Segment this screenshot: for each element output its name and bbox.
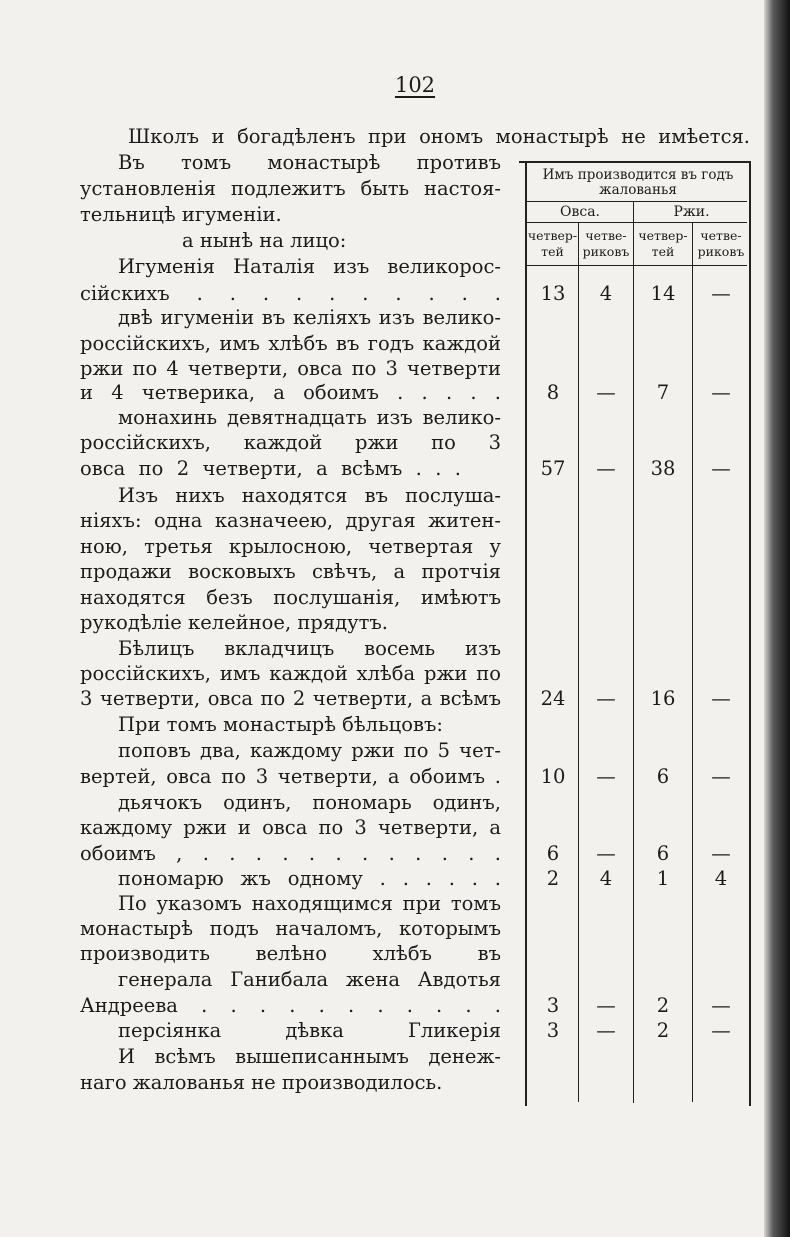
text-line: генерала Ганибала жена Авдотья [118,968,501,991]
text-line: и 4 четверика, а обоимъ . . . . . [80,381,501,404]
text-line: сійскихъ . . . . . . . . . . [80,282,501,305]
table-cell: 7 [656,381,670,404]
text-line: тельницѣ игуменіи. [80,203,282,226]
text-line: рукодѣліе келейное, прядутъ. [80,611,388,634]
table-subheader: тей [541,244,564,259]
text-line: установленія подлежитъ быть настоя- [80,177,501,200]
text-line: ніяхъ: одна казначеею, другая житен- [80,509,501,532]
table-cell: 8 [546,381,560,404]
table-subheader: четвер- [638,228,688,243]
text-line: ржи по 4 четверти, овса по 3 четверти [80,357,501,380]
text-line: поповъ два, каждому ржи по 5 чет- [118,739,501,762]
table-subheader: тей [651,244,675,259]
table-cell: — [711,1019,731,1042]
table-cell: 6 [656,842,670,865]
table-cell: — [711,994,731,1017]
text-line: производить велѣно хлѣбъ въ [80,942,501,965]
table-subheader: риковъ [582,244,630,259]
text-line: Андреева . . . . . . . . . . . [80,994,501,1017]
table-cell: — [596,687,616,710]
table-cell: 1 [656,867,670,890]
text-line: персіянка дѣвка Гликерія [118,1019,501,1042]
table-cell: 14 [650,282,676,305]
table-cell: — [711,842,731,865]
text-line: Бѣлицъ вкладчицъ восемь изъ [118,637,501,660]
table-cell: 3 [546,1019,560,1042]
text-line: Школъ и богадѣленъ при ономъ монастырѣ не имѣется. [128,125,750,148]
text-line: продажи восковыхъ свѣчъ, а протчія [80,560,501,583]
text-line: Изъ нихъ находятся въ послуша- [118,484,501,507]
table-subheader: четве- [700,228,742,243]
table-cell: 38 [650,457,676,480]
table-cell: — [711,687,731,710]
table-cell: — [596,457,616,480]
table-cell: 10 [540,765,566,788]
table-cell: — [596,842,616,865]
table-top-rule [519,161,751,163]
table-subheader: риковъ [697,244,745,259]
table-cell: 6 [656,765,670,788]
table-cell: 57 [540,457,566,480]
text-line: 3 четверти, овса по 2 четверти, а всѣмъ [80,687,501,710]
text-line: дьячокъ одинъ, пономарь одинъ, [118,791,501,814]
text-line: наго жалованья не производилось. [80,1071,443,1094]
table-group-header-oats: Овса. [560,204,600,220]
table-group-rule [525,222,747,223]
text-line: каждому ржи и овса по 3 четверти, а [80,816,501,839]
text-line: По указомъ находящимся при томъ [118,892,501,915]
table-cell: 16 [650,687,676,710]
table-cell: 3 [546,994,560,1017]
table-title: Имъ производится въ годъ жалованья [542,167,734,198]
text-line: Въ томъ монастырѣ противъ [118,151,501,174]
text-line: монахинь девятнадцать изъ велико- [118,406,501,429]
table-cell: 4 [599,282,613,305]
table-title-rule [525,201,747,202]
text-line: находятся безъ послушанія, имѣютъ [80,586,501,609]
table-cell: 13 [540,282,566,305]
text-line: пономарю жъ одному . . . . . . [118,867,501,890]
table-cell: 6 [546,842,560,865]
text-line: вертей, овса по 3 четверти, а обоимъ . [80,765,501,788]
table-right-rule [749,161,751,1106]
text-line: монастырѣ подъ началомъ, которымъ [80,917,501,940]
table-cell: 2 [546,867,560,890]
table-cell: — [596,381,616,404]
table-cell: — [711,457,731,480]
table-header-rule [525,265,747,266]
text-line: При томъ монастырѣ бѣльцовъ: [118,713,443,736]
table-subheader: четвер- [527,228,578,243]
table-col-rule [578,222,579,1102]
page-number: 102 [394,73,436,97]
text-line: обоимъ , . . . . . . . . . . . . [80,842,501,865]
table-cell: 24 [540,687,566,710]
table-cell: — [596,1019,616,1042]
text-line: россійскихъ, каждой ржи по 3 [80,431,501,454]
table-group-header-rye: Ржи. [673,204,710,220]
table-cell: 4 [714,867,728,890]
text-line: И всѣмъ вышеписаннымъ денеж- [118,1045,501,1068]
text-line: двѣ игуменіи въ келіяхъ изъ велико- [118,306,501,329]
table-cell: — [596,765,616,788]
page-edge-shadow [764,0,790,1237]
text-line: овса по 2 четверти, а всѣмъ . . . [80,457,461,480]
table-cell: 4 [599,867,613,890]
table-cell: — [711,282,731,305]
text-line: а нынѣ на лицо: [182,229,347,252]
table-cell: 2 [656,994,670,1017]
table-col-rule [692,222,693,1102]
table-cell: — [711,765,731,788]
text-line: россійскихъ, имъ каждой хлѣба ржи по [80,662,501,685]
table-subheader: четве- [585,228,627,243]
table-cell: — [711,381,731,404]
text-line: россійскихъ, имъ хлѣбъ въ годъ каждой [80,332,501,355]
table-col-rule [633,201,634,1103]
text-line: Игуменія Наталія изъ великорос- [118,255,501,278]
table-cell: 2 [656,1019,670,1042]
table-cell: — [596,994,616,1017]
text-line: ною, третья крылосною, четвертая у [80,535,501,558]
